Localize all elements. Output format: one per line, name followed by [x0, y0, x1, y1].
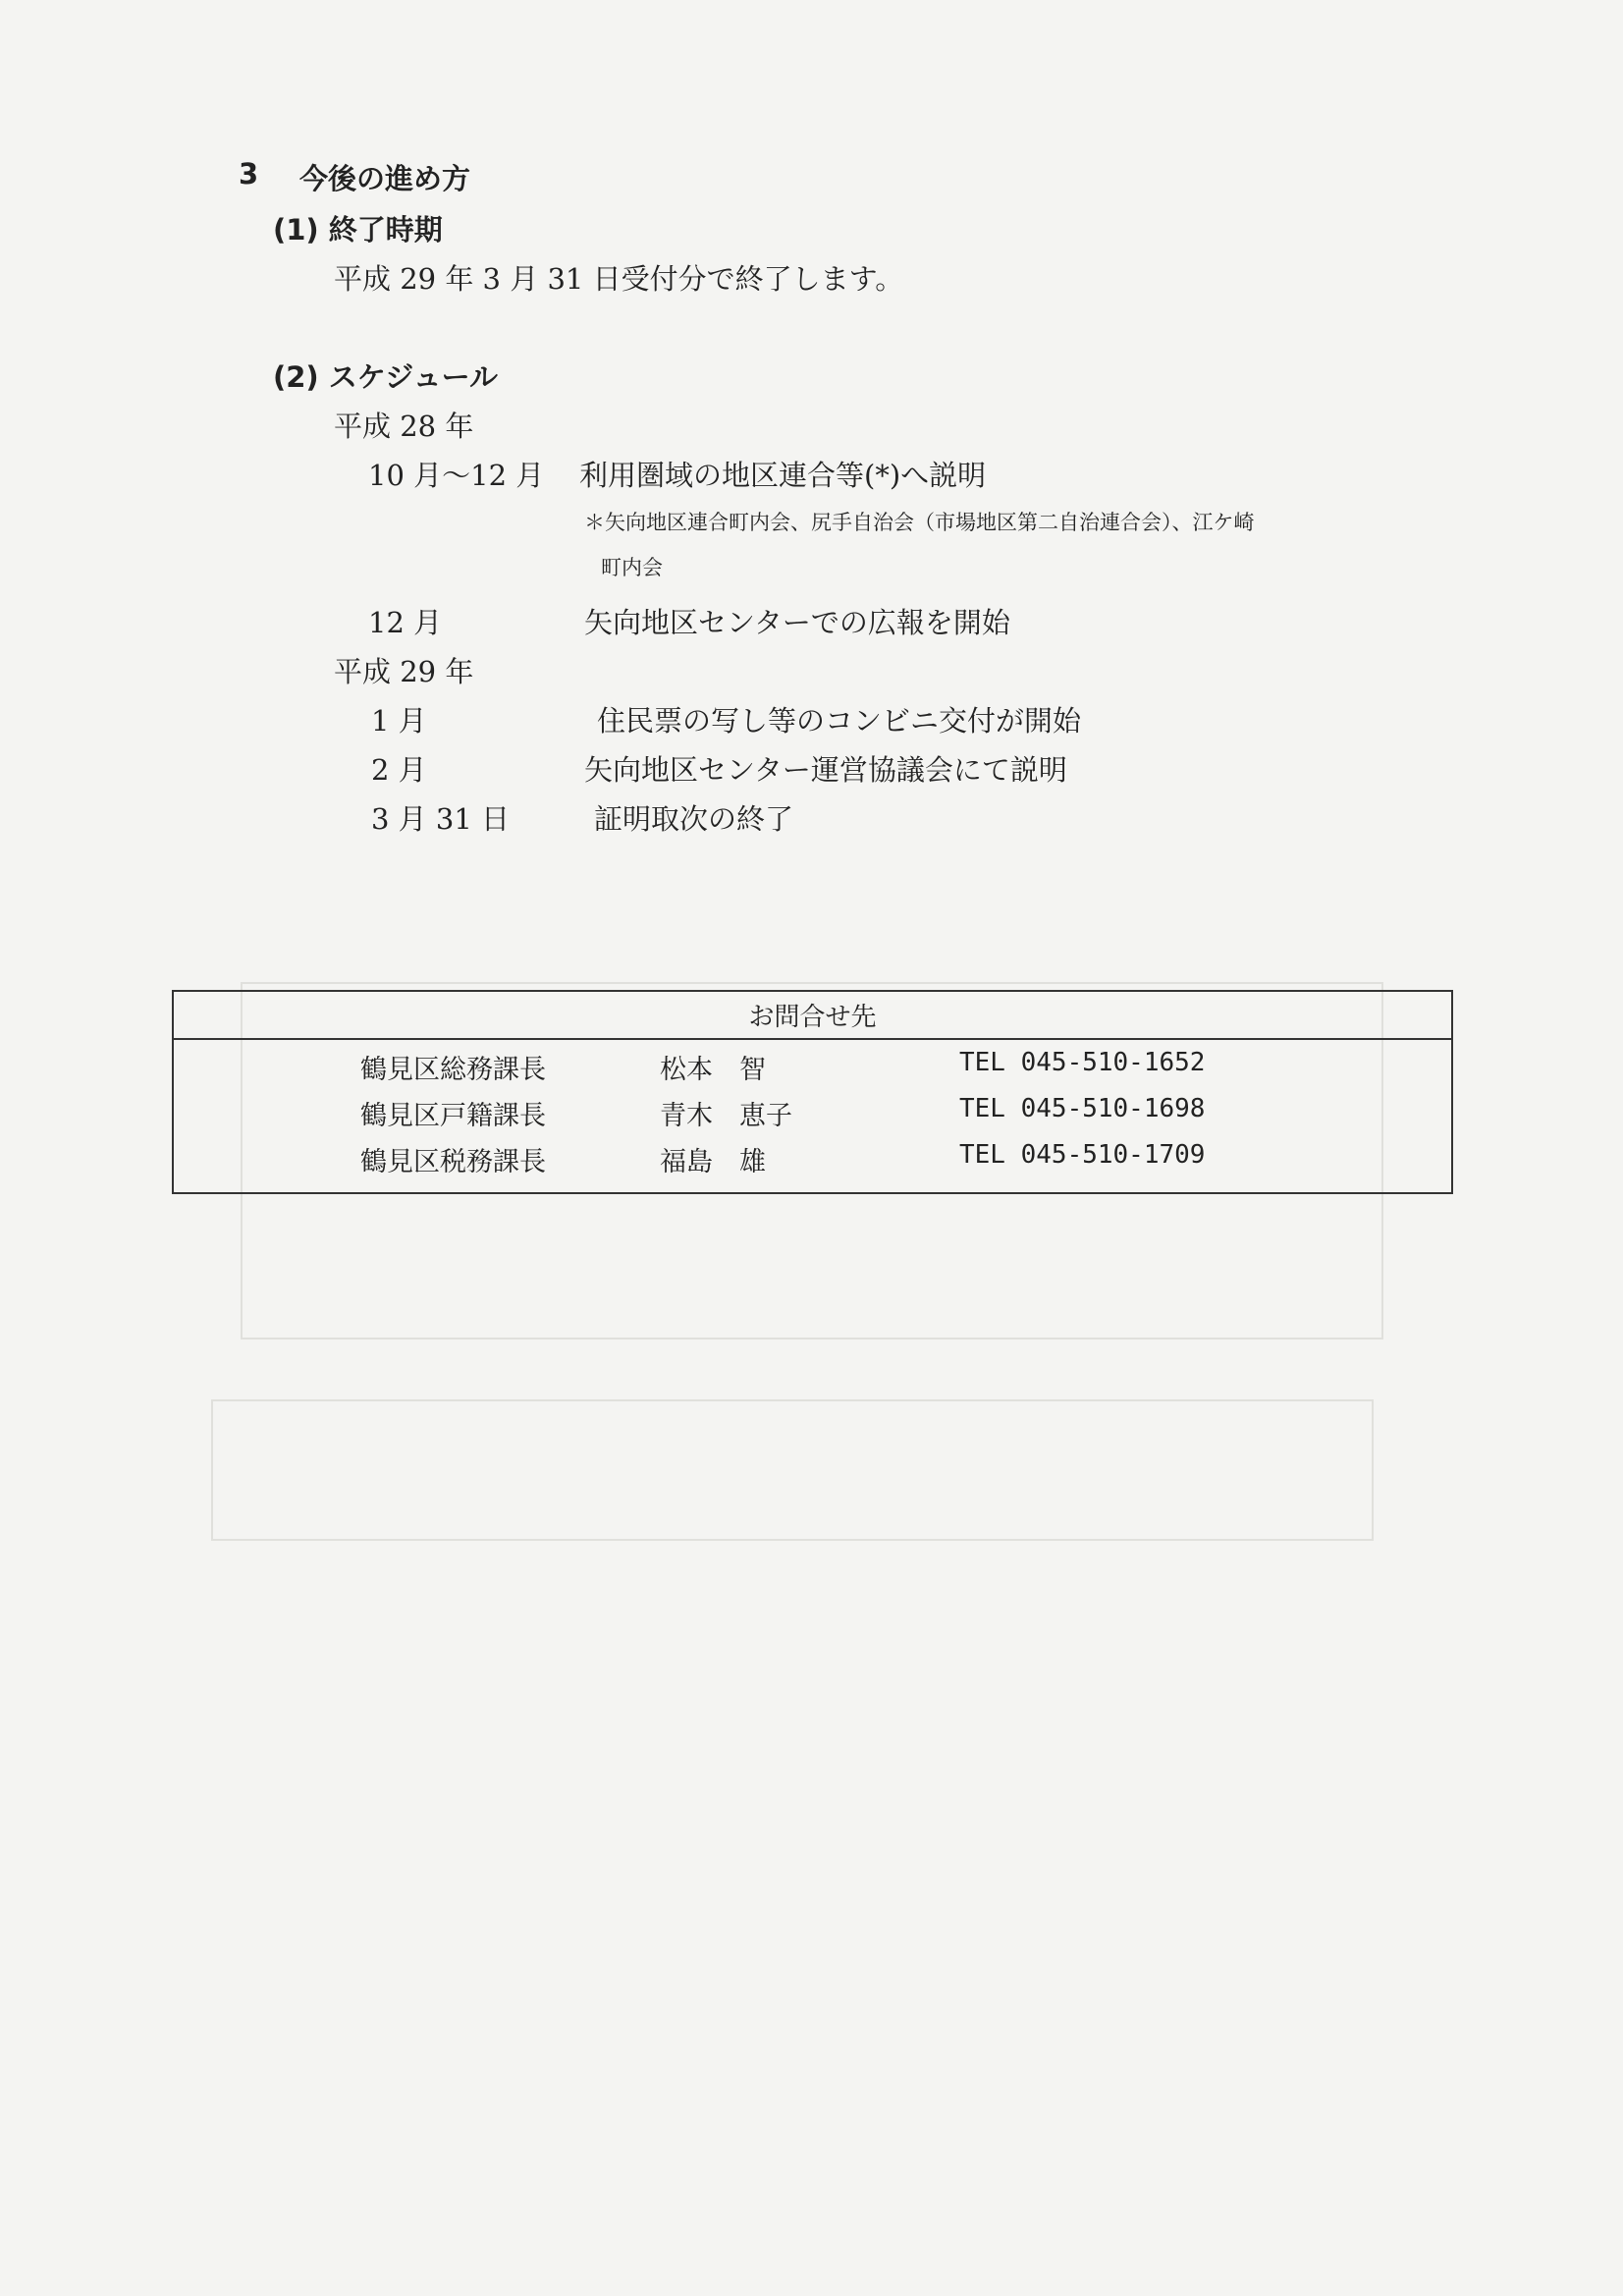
- schedule-item-text: 利用圏域の地区連合等(*)へ説明: [579, 459, 987, 492]
- contact-role: 鶴見区総務課長: [360, 1055, 546, 1085]
- contact-row: [174, 1040, 1451, 1086]
- contact-name: 松本 智: [660, 1055, 766, 1085]
- section-number: 3: [239, 157, 259, 191]
- schedule-year-h28: 平成 28 年: [334, 410, 474, 443]
- schedule-item-text: 証明取次の終了: [594, 802, 794, 836]
- contact-phone: TEL 045-510-1652: [959, 1048, 1206, 1077]
- contact-row: [174, 1086, 1451, 1132]
- schedule-heading: (2) スケジュール: [273, 360, 499, 394]
- schedule-item-text: 矢向地区センター運営協議会にて説明: [584, 753, 1067, 787]
- schedule-item-date: 10 月～12 月: [368, 459, 545, 492]
- contact-phone: TEL 045-510-1709: [959, 1140, 1206, 1170]
- end-period-heading: (1) 終了時期: [273, 213, 443, 246]
- contact-row: [174, 1132, 1451, 1178]
- schedule-footnote-cont: 町内会: [601, 556, 663, 579]
- contact-role: 鶴見区戸籍課長: [360, 1101, 546, 1131]
- section-title: 今後の進め方: [299, 162, 471, 195]
- contact-header: お問合せ先: [174, 992, 1451, 1040]
- schedule-footnote: ＊矢向地区連合町内会、尻手自治会（市場地区第二自治連合会）、江ケ崎: [584, 511, 1255, 534]
- contact-phone: TEL 045-510-1698: [959, 1094, 1206, 1123]
- bleed-through-table: [211, 1399, 1374, 1541]
- schedule-year-h29: 平成 29 年: [334, 655, 474, 688]
- schedule-item-text: 住民票の写し等のコンビニ交付が開始: [597, 704, 1082, 738]
- schedule-item-date: 3 月 31 日: [371, 802, 511, 836]
- schedule-item-date: 1 月: [371, 704, 427, 738]
- contact-role: 鶴見区税務課長: [360, 1147, 546, 1177]
- contact-name: 福島 雄: [660, 1147, 766, 1177]
- contact-box: [172, 990, 1453, 1194]
- schedule-item-date: 2 月: [371, 753, 427, 787]
- contact-name: 青木 恵子: [660, 1101, 792, 1131]
- schedule-item-date: 12 月: [368, 606, 443, 639]
- end-period-text: 平成 29 年 3 月 31 日受付分で終了します。: [334, 262, 904, 296]
- schedule-item-text: 矢向地区センターでの広報を開始: [584, 606, 1010, 639]
